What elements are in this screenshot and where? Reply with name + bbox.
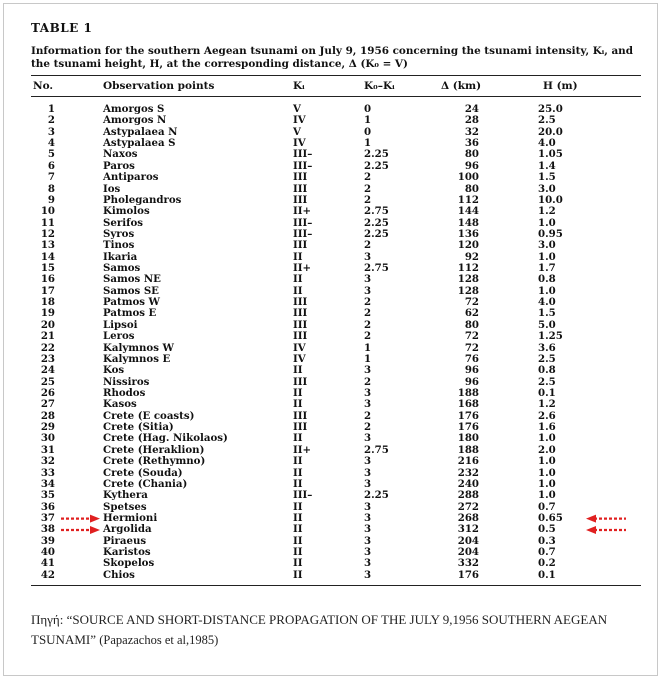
height-m: 1.25 <box>538 330 563 343</box>
intensity-difference: 2 <box>364 182 372 195</box>
intensity-difference: 2 <box>364 330 372 343</box>
observation-point: Leros <box>103 330 135 343</box>
distance-km: 120 <box>457 239 479 252</box>
intensity-ki: II <box>293 386 303 399</box>
row-number: 4 <box>47 137 55 150</box>
height-m: 2.0 <box>538 443 556 456</box>
height-m: 1.2 <box>538 398 556 411</box>
column-header-no: No. <box>33 80 54 92</box>
row-number: 18 <box>40 296 55 309</box>
row-number: 13 <box>40 239 55 252</box>
observation-point: Nissiros <box>103 375 150 388</box>
distance-km: 112 <box>457 193 479 206</box>
distance-km: 204 <box>457 534 479 547</box>
height-m: 1.0 <box>538 284 556 297</box>
distance-km: 332 <box>457 557 479 570</box>
intensity-difference: 3 <box>364 568 372 581</box>
observation-point: Samos SE <box>103 284 159 297</box>
row-number: 11 <box>40 216 55 229</box>
intensity-difference: 3 <box>364 364 372 377</box>
intensity-ki: III– <box>293 227 313 240</box>
height-m: 0.2 <box>538 557 556 570</box>
row-number: 16 <box>40 273 55 286</box>
distance-km: 128 <box>457 273 479 286</box>
observation-point: Skopelos <box>103 557 155 570</box>
observation-point: Syros <box>103 227 135 240</box>
row-number: 27 <box>40 398 55 411</box>
distance-km: 80 <box>464 148 479 161</box>
intensity-difference: 2.25 <box>364 227 389 240</box>
observation-point: Kalymnos E <box>103 352 171 365</box>
intensity-ki: III <box>293 375 308 388</box>
intensity-difference: 3 <box>364 546 372 559</box>
height-m: 0.8 <box>538 364 556 377</box>
observation-point: Crete (Sitia) <box>103 421 174 434</box>
table-header <box>31 80 641 94</box>
distance-km: 100 <box>457 171 479 184</box>
height-m: 4.0 <box>538 296 556 309</box>
distance-km: 76 <box>464 352 479 365</box>
height-m: 0.7 <box>538 500 556 513</box>
row-number: 30 <box>40 432 55 445</box>
distance-km: 180 <box>457 432 479 445</box>
column-header-k0-ki: K₀–Kᵢ <box>364 80 395 92</box>
height-m: 1.0 <box>538 466 556 479</box>
observation-point: Astypalaea N <box>103 125 178 138</box>
row-number: 34 <box>40 477 55 490</box>
intensity-ki: V <box>293 125 301 138</box>
height-m: 0.8 <box>538 273 556 286</box>
table-row <box>31 490 641 501</box>
intensity-difference: 2.75 <box>364 443 389 456</box>
intensity-difference: 3 <box>364 500 372 513</box>
intensity-difference: 1 <box>364 341 372 354</box>
table-row <box>31 365 641 376</box>
source-citation: (Papazachos et al,1985) <box>99 633 219 647</box>
distance-km: 176 <box>457 409 479 422</box>
row-number: 17 <box>40 284 55 297</box>
observation-point: Karistos <box>103 546 151 559</box>
intensity-ki: II <box>293 250 303 263</box>
column-header-height: H (m) <box>543 80 578 92</box>
row-number: 24 <box>40 364 55 377</box>
row-number: 25 <box>40 375 55 388</box>
intensity-ki: II+ <box>293 443 312 456</box>
distance-km: 144 <box>457 205 479 218</box>
intensity-ki: III– <box>293 148 313 161</box>
intensity-ki: III <box>293 171 308 184</box>
observation-point: Lipsoi <box>103 318 138 331</box>
row-number: 32 <box>40 455 55 468</box>
observation-point: Crete (Chania) <box>103 477 188 490</box>
table-row <box>31 524 641 535</box>
height-m: 2.5 <box>538 114 556 127</box>
distance-km: 268 <box>457 511 479 524</box>
intensity-difference: 3 <box>364 432 372 445</box>
distance-km: 96 <box>464 364 479 377</box>
observation-point: Paros <box>103 159 135 172</box>
intensity-ki: II <box>293 455 303 468</box>
intensity-difference: 3 <box>364 398 372 411</box>
intensity-ki: II <box>293 546 303 559</box>
table-top-rule <box>31 75 641 76</box>
source-prefix: Πηγή: <box>31 612 64 627</box>
distance-km: 32 <box>464 125 479 138</box>
height-m: 0.1 <box>538 386 556 399</box>
distance-km: 92 <box>464 250 479 263</box>
observation-point: Amorgos N <box>103 114 167 127</box>
intensity-difference: 2.25 <box>364 148 389 161</box>
intensity-ki: III– <box>293 159 313 172</box>
intensity-difference: 2 <box>364 239 372 252</box>
intensity-ki: III– <box>293 216 313 229</box>
distance-km: 112 <box>457 262 479 275</box>
table-title: TABLE 1 <box>31 21 93 35</box>
observation-point: Kimolos <box>103 205 150 218</box>
table-caption: Information for the southern Aegean tsunami on July 9, 1956 concerning the tsunami intensity, Kᵢ, and the tsunami height, H, at the corresponding distance, Δ (K₀ = V) <box>31 45 634 70</box>
distance-km: 232 <box>457 466 479 479</box>
distance-km: 96 <box>464 375 479 388</box>
distance-km: 288 <box>457 489 479 502</box>
distance-km: 72 <box>464 296 479 309</box>
table-row <box>31 456 641 467</box>
table-row <box>31 570 641 581</box>
distance-km: 148 <box>457 216 479 229</box>
intensity-difference: 3 <box>364 534 372 547</box>
column-header-observation-points: Observation points <box>103 80 215 92</box>
table-row <box>31 331 641 342</box>
intensity-ki: IV <box>293 114 306 127</box>
row-number: 36 <box>40 500 55 513</box>
observation-point: Crete (E coasts) <box>103 409 195 422</box>
intensity-difference: 3 <box>364 386 372 399</box>
row-number: 31 <box>40 443 55 456</box>
height-m: 10.0 <box>538 193 563 206</box>
intensity-difference: 3 <box>364 273 372 286</box>
height-m: 5.0 <box>538 318 556 331</box>
intensity-ki: III <box>293 239 308 252</box>
row-number: 2 <box>47 114 55 127</box>
row-number: 33 <box>40 466 55 479</box>
intensity-ki: IV <box>293 341 306 354</box>
intensity-difference: 0 <box>364 125 372 138</box>
distance-km: 36 <box>464 137 479 150</box>
intensity-difference: 3 <box>364 477 372 490</box>
intensity-ki: III <box>293 296 308 309</box>
intensity-difference: 3 <box>364 466 372 479</box>
height-m: 2.6 <box>538 409 556 422</box>
distance-km: 176 <box>457 568 479 581</box>
observation-point: Piraeus <box>103 534 147 547</box>
observation-point: Serifos <box>103 216 143 229</box>
table-row <box>31 399 641 410</box>
intensity-ki: II <box>293 398 303 411</box>
distance-km: 80 <box>464 182 479 195</box>
height-m: 0.1 <box>538 568 556 581</box>
observation-point: Samos <box>103 262 141 275</box>
intensity-difference: 2.25 <box>364 216 389 229</box>
intensity-ki: II <box>293 477 303 490</box>
intensity-ki: II <box>293 432 303 445</box>
row-number: 39 <box>40 534 55 547</box>
source-title: “SOURCE AND SHORT-DISTANCE PROPAGATION OF THE JULY 9,1956 SOUTHERN AEGEAN TSUNAMI” <box>31 612 608 647</box>
observation-point: Argolida <box>103 523 152 536</box>
row-number: 20 <box>40 318 55 331</box>
table-row <box>31 206 641 217</box>
intensity-difference: 2 <box>364 409 372 422</box>
row-number: 19 <box>40 307 55 320</box>
intensity-difference: 2.25 <box>364 489 389 502</box>
intensity-ki: II+ <box>293 262 312 275</box>
row-number: 35 <box>40 489 55 502</box>
distance-km: 72 <box>464 341 479 354</box>
row-number: 21 <box>40 330 55 343</box>
intensity-difference: 2 <box>364 375 372 388</box>
row-number: 10 <box>40 205 55 218</box>
observation-point: Kos <box>103 364 125 377</box>
row-number: 29 <box>40 421 55 434</box>
distance-km: 62 <box>464 307 479 320</box>
intensity-difference: 3 <box>364 511 372 524</box>
intensity-ki: IV <box>293 352 306 365</box>
row-number: 9 <box>47 193 55 206</box>
observation-point: Naxos <box>103 148 138 161</box>
distance-km: 24 <box>464 103 479 115</box>
intensity-difference: 2.25 <box>364 159 389 172</box>
observation-point: Spetses <box>103 500 147 513</box>
table-body <box>31 104 641 581</box>
height-m: 0.95 <box>538 227 563 240</box>
distance-km: 80 <box>464 318 479 331</box>
intensity-difference: 3 <box>364 557 372 570</box>
intensity-ki: II <box>293 364 303 377</box>
distance-km: 72 <box>464 330 479 343</box>
observation-point: Crete (Hag. Nikolaos) <box>103 432 228 445</box>
height-m: 1.5 <box>538 171 556 184</box>
row-number: 5 <box>47 148 55 161</box>
distance-km: 312 <box>457 523 479 536</box>
distance-km: 272 <box>457 500 479 513</box>
height-m: 0.7 <box>538 546 556 559</box>
height-m: 3.0 <box>538 239 556 252</box>
distance-km: 188 <box>457 386 479 399</box>
height-m: 0.3 <box>538 534 556 547</box>
height-m: 3.0 <box>538 182 556 195</box>
distance-km: 176 <box>457 421 479 434</box>
height-m: 25.0 <box>538 103 563 115</box>
height-m: 1.2 <box>538 205 556 218</box>
height-m: 1.4 <box>538 159 556 172</box>
intensity-difference: 2 <box>364 171 372 184</box>
height-m: 20.0 <box>538 125 563 138</box>
table-header-rule <box>31 96 641 97</box>
intensity-ki: V <box>293 103 301 115</box>
intensity-difference: 2 <box>364 296 372 309</box>
height-m: 1.0 <box>538 432 556 445</box>
distance-km: 188 <box>457 443 479 456</box>
intensity-difference: 2.75 <box>364 205 389 218</box>
intensity-difference: 1 <box>364 137 372 150</box>
height-m: 1.0 <box>538 250 556 263</box>
intensity-difference: 1 <box>364 352 372 365</box>
row-number: 12 <box>40 227 55 240</box>
distance-km: 28 <box>464 114 479 127</box>
row-number: 38 <box>40 523 55 536</box>
intensity-ki: III <box>293 421 308 434</box>
height-m: 1.7 <box>538 262 556 275</box>
table-row <box>31 115 641 126</box>
row-number: 26 <box>40 386 55 399</box>
height-m: 0.5 <box>538 523 556 536</box>
height-m: 0.65 <box>538 511 563 524</box>
height-m: 1.05 <box>538 148 563 161</box>
height-m: 1.5 <box>538 307 556 320</box>
row-number: 14 <box>40 250 55 263</box>
row-number: 8 <box>47 182 55 195</box>
observation-point: Patmos W <box>103 296 160 309</box>
table-row <box>31 240 641 251</box>
intensity-difference: 3 <box>364 284 372 297</box>
intensity-ki: III <box>293 307 308 320</box>
intensity-difference: 3 <box>364 455 372 468</box>
row-number: 28 <box>40 409 55 422</box>
row-number: 1 <box>47 103 55 115</box>
observation-point: Kalymnos W <box>103 341 174 354</box>
intensity-difference: 2 <box>364 318 372 331</box>
observation-point: Hermioni <box>103 511 158 524</box>
height-m: 1.0 <box>538 477 556 490</box>
height-m: 1.6 <box>538 421 556 434</box>
observation-point: Pholegandros <box>103 193 182 206</box>
source-note <box>31 610 651 650</box>
row-number: 6 <box>47 159 55 172</box>
intensity-ki: III <box>293 193 308 206</box>
observation-point: Kythera <box>103 489 148 502</box>
observation-point: Amorgos S <box>103 103 165 115</box>
table-bottom-rule <box>31 585 641 586</box>
row-number: 23 <box>40 352 55 365</box>
row-number: 42 <box>40 568 55 581</box>
distance-km: 216 <box>457 455 479 468</box>
intensity-ki: II <box>293 511 303 524</box>
observation-point: Chios <box>103 568 135 581</box>
observation-point: Ikaria <box>103 250 138 263</box>
row-number: 41 <box>40 557 55 570</box>
intensity-ki: II+ <box>293 205 312 218</box>
document-frame <box>3 3 658 676</box>
intensity-ki: II <box>293 284 303 297</box>
row-number: 40 <box>40 546 55 559</box>
intensity-ki: III– <box>293 489 313 502</box>
observation-point: Antiparos <box>103 171 159 184</box>
height-m: 4.0 <box>538 137 556 150</box>
intensity-ki: II <box>293 534 303 547</box>
observation-point: Rhodos <box>103 386 146 399</box>
observation-point: Kasos <box>103 398 137 411</box>
intensity-difference: 2 <box>364 421 372 434</box>
height-m: 1.0 <box>538 216 556 229</box>
table-row <box>31 172 641 183</box>
observation-point: Astypalaea S <box>103 137 176 150</box>
distance-km: 128 <box>457 284 479 297</box>
intensity-ki: II <box>293 500 303 513</box>
distance-km: 96 <box>464 159 479 172</box>
intensity-difference: 3 <box>364 250 372 263</box>
intensity-difference: 2.75 <box>364 262 389 275</box>
intensity-difference: 3 <box>364 523 372 536</box>
row-number: 22 <box>40 341 55 354</box>
row-number: 7 <box>47 171 55 184</box>
column-header-ki: Kᵢ <box>293 80 305 92</box>
intensity-ki: III <box>293 318 308 331</box>
height-m: 1.0 <box>538 455 556 468</box>
intensity-ki: III <box>293 182 308 195</box>
observation-point: Patmos E <box>103 307 157 320</box>
height-m: 2.5 <box>538 352 556 365</box>
height-m: 1.0 <box>538 489 556 502</box>
intensity-difference: 0 <box>364 103 372 115</box>
intensity-ki: IV <box>293 137 306 150</box>
intensity-difference: 2 <box>364 193 372 206</box>
column-header-distance: Δ (km) <box>441 80 482 92</box>
row-number: 37 <box>40 511 55 524</box>
distance-km: 240 <box>457 477 479 490</box>
row-number: 15 <box>40 262 55 275</box>
distance-km: 204 <box>457 546 479 559</box>
observation-point: Samos NE <box>103 273 161 286</box>
intensity-ki: III <box>293 409 308 422</box>
intensity-ki: II <box>293 557 303 570</box>
intensity-ki: II <box>293 568 303 581</box>
observation-point: Tinos <box>103 239 135 252</box>
intensity-ki: II <box>293 523 303 536</box>
intensity-ki: II <box>293 273 303 286</box>
height-m: 3.6 <box>538 341 556 354</box>
distance-km: 136 <box>457 227 479 240</box>
observation-point: Crete (Souda) <box>103 466 183 479</box>
observation-point: Crete (Heraklion) <box>103 443 205 456</box>
row-number: 3 <box>47 125 55 138</box>
intensity-difference: 1 <box>364 114 372 127</box>
height-m: 2.5 <box>538 375 556 388</box>
observation-point: Crete (Rethymno) <box>103 455 206 468</box>
distance-km: 168 <box>457 398 479 411</box>
observation-point: Ios <box>103 182 121 195</box>
intensity-ki: II <box>293 466 303 479</box>
intensity-ki: III <box>293 330 308 343</box>
intensity-difference: 2 <box>364 307 372 320</box>
